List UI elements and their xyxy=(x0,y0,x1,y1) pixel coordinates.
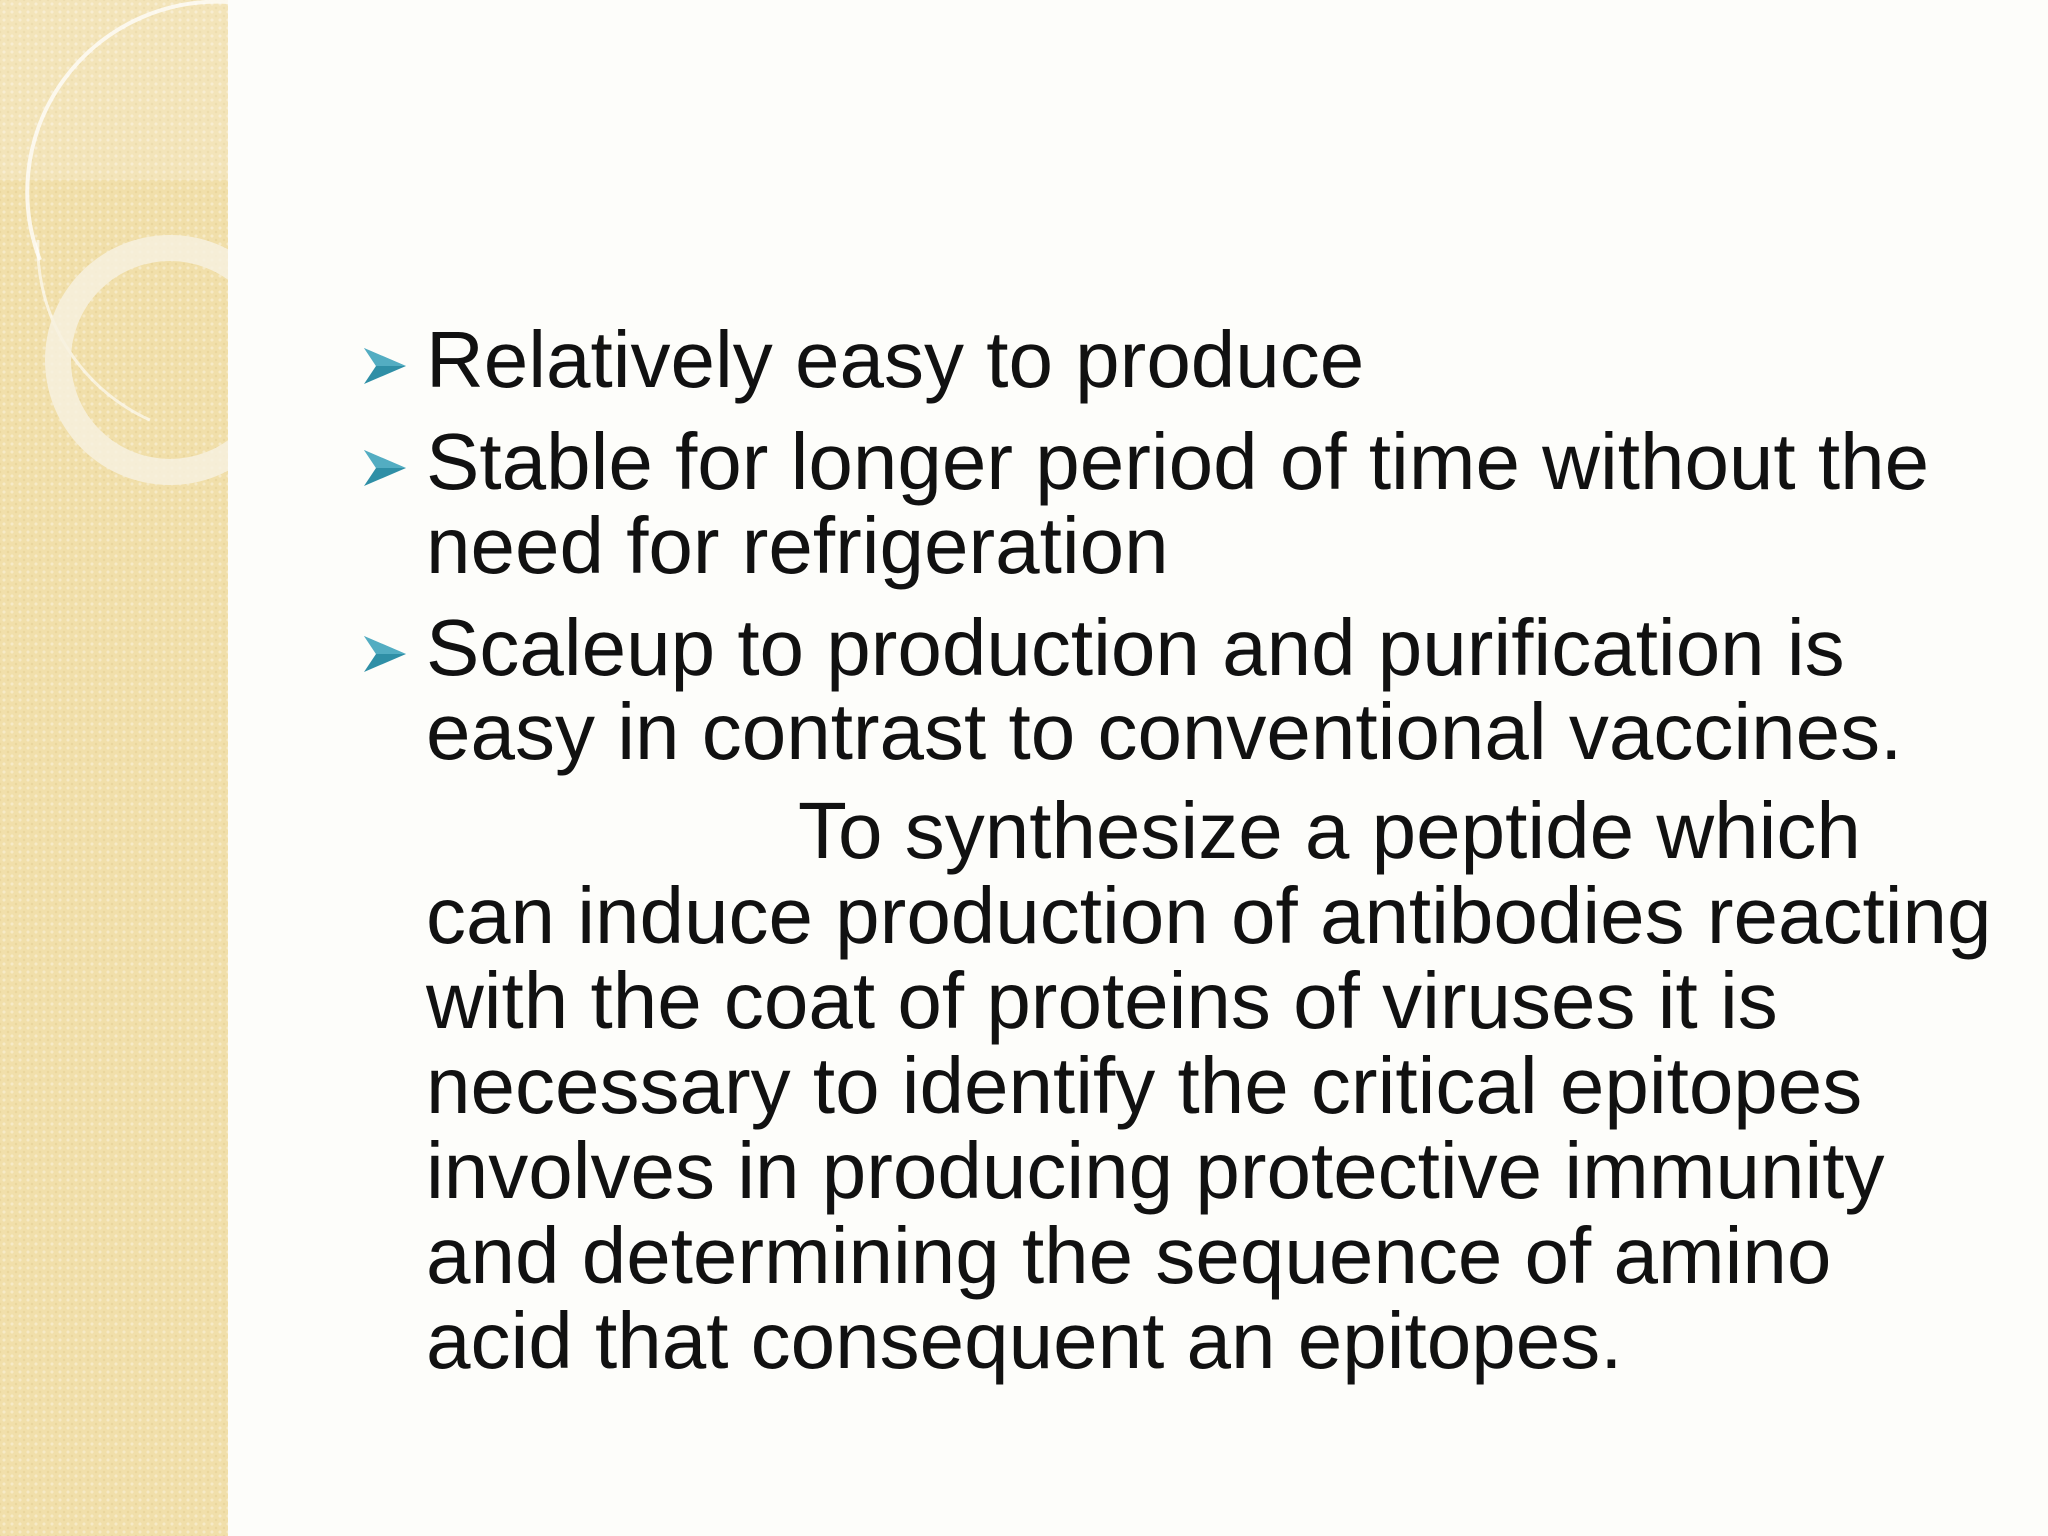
arrow-bullet-icon xyxy=(360,448,410,488)
decorative-side-panel xyxy=(0,0,228,1536)
arrow-bullet-icon xyxy=(360,634,410,674)
body-paragraph: To synthesize a peptide which can induce production of antibodies reacting with the coat of proteins of viruses it is necessary to identify the critical epitopes involves in producing protective immunity and determining the sequence of amino acid that consequent an epitopes. xyxy=(426,786,1992,1385)
bullet-text: Relatively easy to produce xyxy=(426,315,1365,404)
bullet-text: Stable for longer period of time without the need for refrigeration xyxy=(426,417,1930,590)
decorative-rings xyxy=(0,0,228,520)
bullet-item xyxy=(360,417,2000,590)
arrow-bullet-icon xyxy=(360,346,410,386)
slide-content xyxy=(360,315,2000,1385)
bullet-text: Scaleup to production and purification is easy in contrast to conventional vaccines. xyxy=(426,603,1903,776)
bullet-item xyxy=(360,603,2000,776)
bullet-item xyxy=(360,315,2000,404)
